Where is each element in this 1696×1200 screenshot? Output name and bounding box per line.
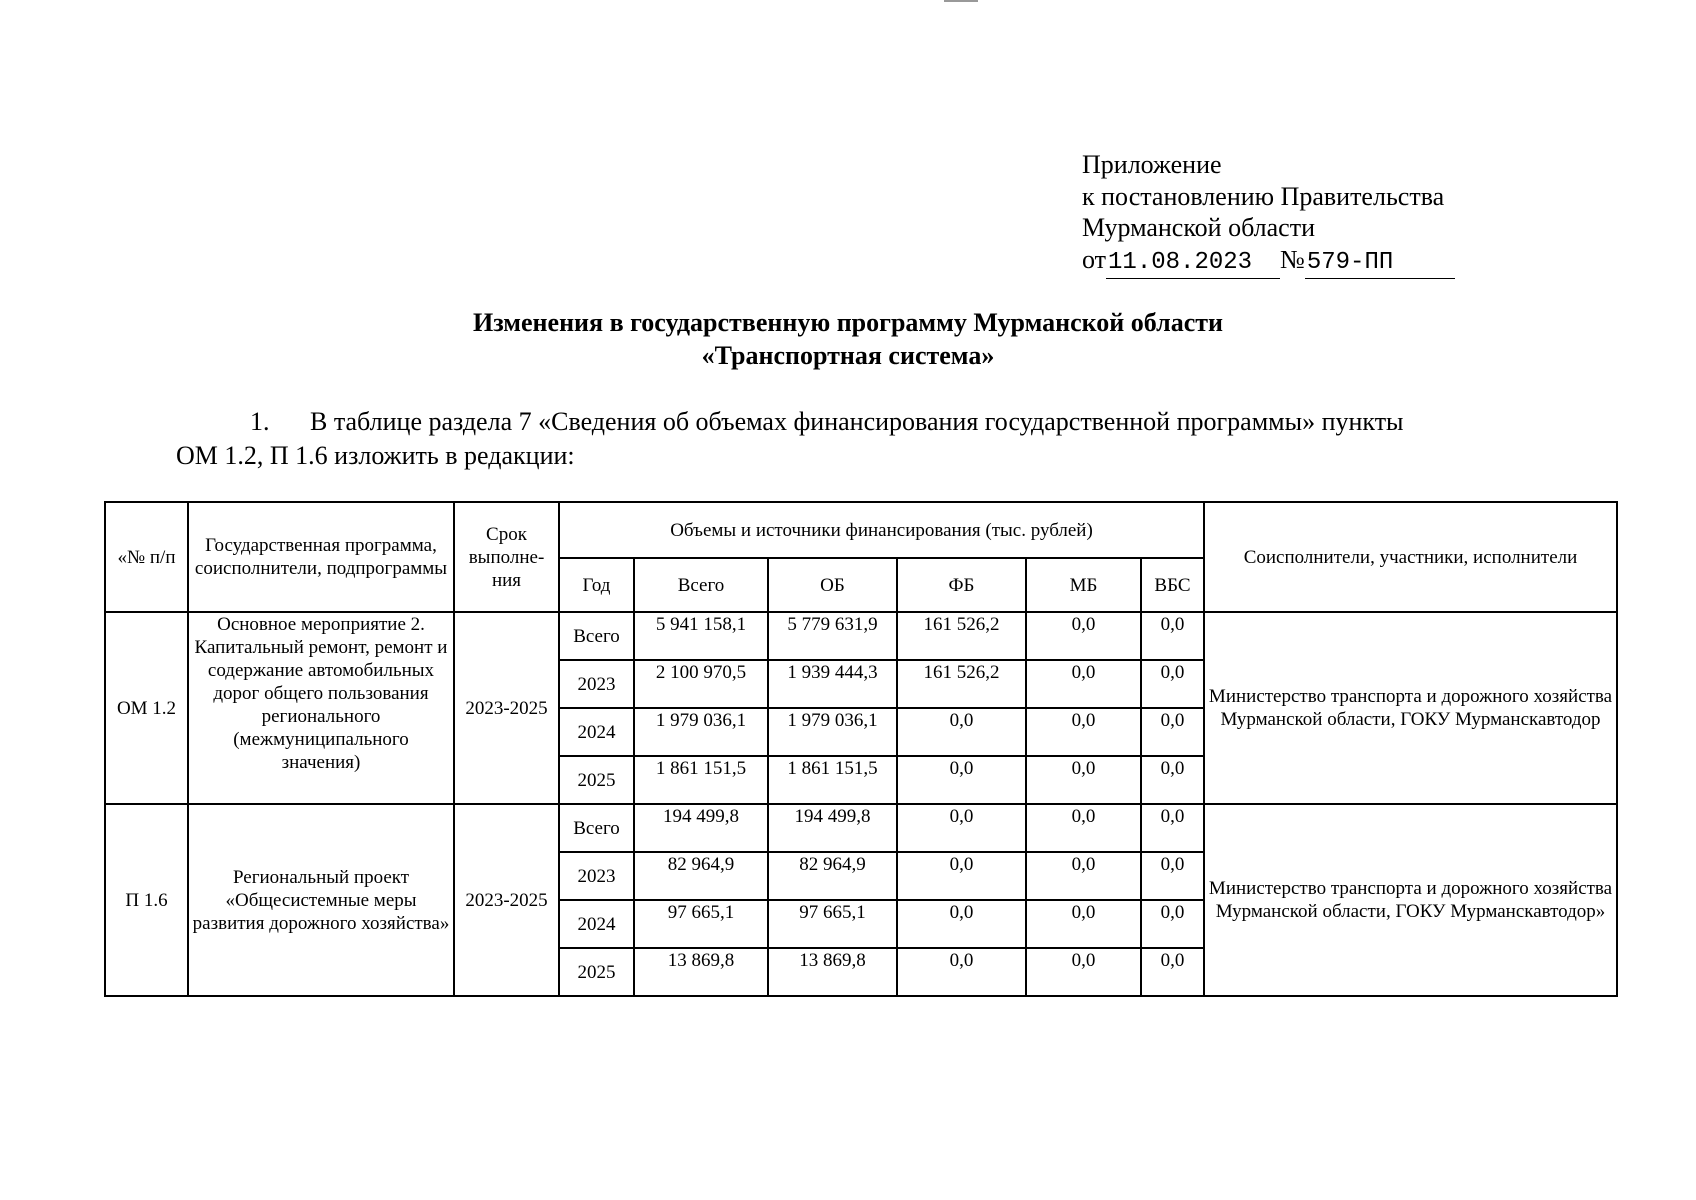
table-row <box>105 804 1617 852</box>
paragraph-line-1 <box>176 405 1536 439</box>
row-program: Региональный проект «Общесистемные меры развития дорожного хозяйства» <box>188 804 454 996</box>
paragraph-1 <box>176 405 1536 473</box>
cell-vbs: 0,0 <box>1141 948 1204 996</box>
cell-total: 1 861 151,5 <box>634 756 768 804</box>
cell-ob: 97 665,1 <box>768 900 897 948</box>
cell-fb: 0,0 <box>897 804 1026 852</box>
row-executors: Министерство транспорта и дорожного хозяйства Мурманской области, ГОКУ Мурманскавтодор» <box>1204 804 1617 996</box>
appendix-line-3: Мурманской области <box>1082 213 1315 242</box>
cell-vbs: 0,0 <box>1141 660 1204 708</box>
table-row <box>105 612 1617 660</box>
cell-mb: 0,0 <box>1026 756 1141 804</box>
cell-year: 2025 <box>559 948 634 996</box>
appendix-line-1: Приложение <box>1082 150 1222 179</box>
header-ob: ОБ <box>768 558 897 612</box>
cell-fb: 0,0 <box>897 756 1026 804</box>
header-term: Срок выполне-ния <box>454 502 559 612</box>
cell-total: 97 665,1 <box>634 900 768 948</box>
header-fb: ФБ <box>897 558 1026 612</box>
cell-mb: 0,0 <box>1026 708 1141 756</box>
title-line-2: «Транспортная система» <box>701 341 995 370</box>
cell-fb: 0,0 <box>897 900 1026 948</box>
paragraph-number: 1. <box>250 407 270 436</box>
date-value: 11.08.2023 <box>1106 247 1280 280</box>
cell-mb: 0,0 <box>1026 612 1141 660</box>
cell-mb: 0,0 <box>1026 900 1141 948</box>
header-row-1 <box>105 502 1617 558</box>
header-vbs: ВБС <box>1141 558 1204 612</box>
scan-mark <box>944 0 978 2</box>
number-prefix: № <box>1280 244 1305 274</box>
header-funding: Объемы и источники финансирования (тыс. рублей) <box>559 502 1204 558</box>
cell-vbs: 0,0 <box>1141 612 1204 660</box>
cell-fb: 0,0 <box>897 852 1026 900</box>
document-title <box>0 306 1696 372</box>
row-executors: Министерство транспорта и дорожного хозяйства Мурманской области, ГОКУ Мурманскавтодор <box>1204 612 1617 804</box>
cell-ob: 5 779 631,9 <box>768 612 897 660</box>
cell-year: Всего <box>559 804 634 852</box>
row-program: Основное мероприятие 2. Капитальный ремонт, ремонт и содержание автомобильных дорог общего пользования регионального (межмуниципального значения) <box>188 612 454 804</box>
cell-total: 82 964,9 <box>634 852 768 900</box>
cell-total: 194 499,8 <box>634 804 768 852</box>
cell-fb: 161 526,2 <box>897 660 1026 708</box>
date-prefix: от <box>1082 244 1107 274</box>
appendix-line-2: к постановлению Правительства <box>1082 181 1445 211</box>
row-term: 2023-2025 <box>454 804 559 996</box>
cell-mb: 0,0 <box>1026 660 1141 708</box>
header-total: Всего <box>634 558 768 612</box>
cell-mb: 0,0 <box>1026 948 1141 996</box>
cell-ob: 82 964,9 <box>768 852 897 900</box>
header-num: «№ п/п <box>105 502 188 612</box>
cell-fb: 0,0 <box>897 708 1026 756</box>
cell-mb: 0,0 <box>1026 804 1141 852</box>
funding-table <box>104 501 1618 997</box>
cell-year: 2025 <box>559 756 634 804</box>
cell-ob: 1 979 036,1 <box>768 708 897 756</box>
cell-vbs: 0,0 <box>1141 804 1204 852</box>
cell-ob: 1 939 444,3 <box>768 660 897 708</box>
appendix-block <box>1082 149 1455 279</box>
cell-total: 5 941 158,1 <box>634 612 768 660</box>
cell-ob: 1 861 151,5 <box>768 756 897 804</box>
cell-total: 1 979 036,1 <box>634 708 768 756</box>
cell-mb: 0,0 <box>1026 852 1141 900</box>
row-term: 2023-2025 <box>454 612 559 804</box>
paragraph-line-2: ОМ 1.2, П 1.6 изложить в редакции: <box>176 441 575 470</box>
cell-total: 13 869,8 <box>634 948 768 996</box>
cell-vbs: 0,0 <box>1141 900 1204 948</box>
cell-year: 2023 <box>559 852 634 900</box>
cell-ob: 13 869,8 <box>768 948 897 996</box>
row-num: П 1.6 <box>105 804 188 996</box>
cell-vbs: 0,0 <box>1141 852 1204 900</box>
header-year: Год <box>559 558 634 612</box>
cell-vbs: 0,0 <box>1141 708 1204 756</box>
header-executors: Соисполнители, участники, исполнители <box>1204 502 1617 612</box>
cell-year: 2024 <box>559 708 634 756</box>
number-value: 579-ПП <box>1305 247 1455 280</box>
cell-fb: 0,0 <box>897 948 1026 996</box>
header-mb: МБ <box>1026 558 1141 612</box>
appendix-date-line <box>1082 244 1455 280</box>
cell-fb: 161 526,2 <box>897 612 1026 660</box>
cell-year: 2024 <box>559 900 634 948</box>
row-num: ОМ 1.2 <box>105 612 188 804</box>
paragraph-text-1: В таблице раздела 7 «Сведения об объемах финансирования государственной программы» пункты <box>310 407 1404 436</box>
cell-year: 2023 <box>559 660 634 708</box>
cell-total: 2 100 970,5 <box>634 660 768 708</box>
cell-ob: 194 499,8 <box>768 804 897 852</box>
cell-year: Всего <box>559 612 634 660</box>
header-program: Государственная программа, соисполнители, подпрограммы <box>188 502 454 612</box>
cell-vbs: 0,0 <box>1141 756 1204 804</box>
title-line-1: Изменения в государственную программу Мурманской области <box>473 308 1223 337</box>
